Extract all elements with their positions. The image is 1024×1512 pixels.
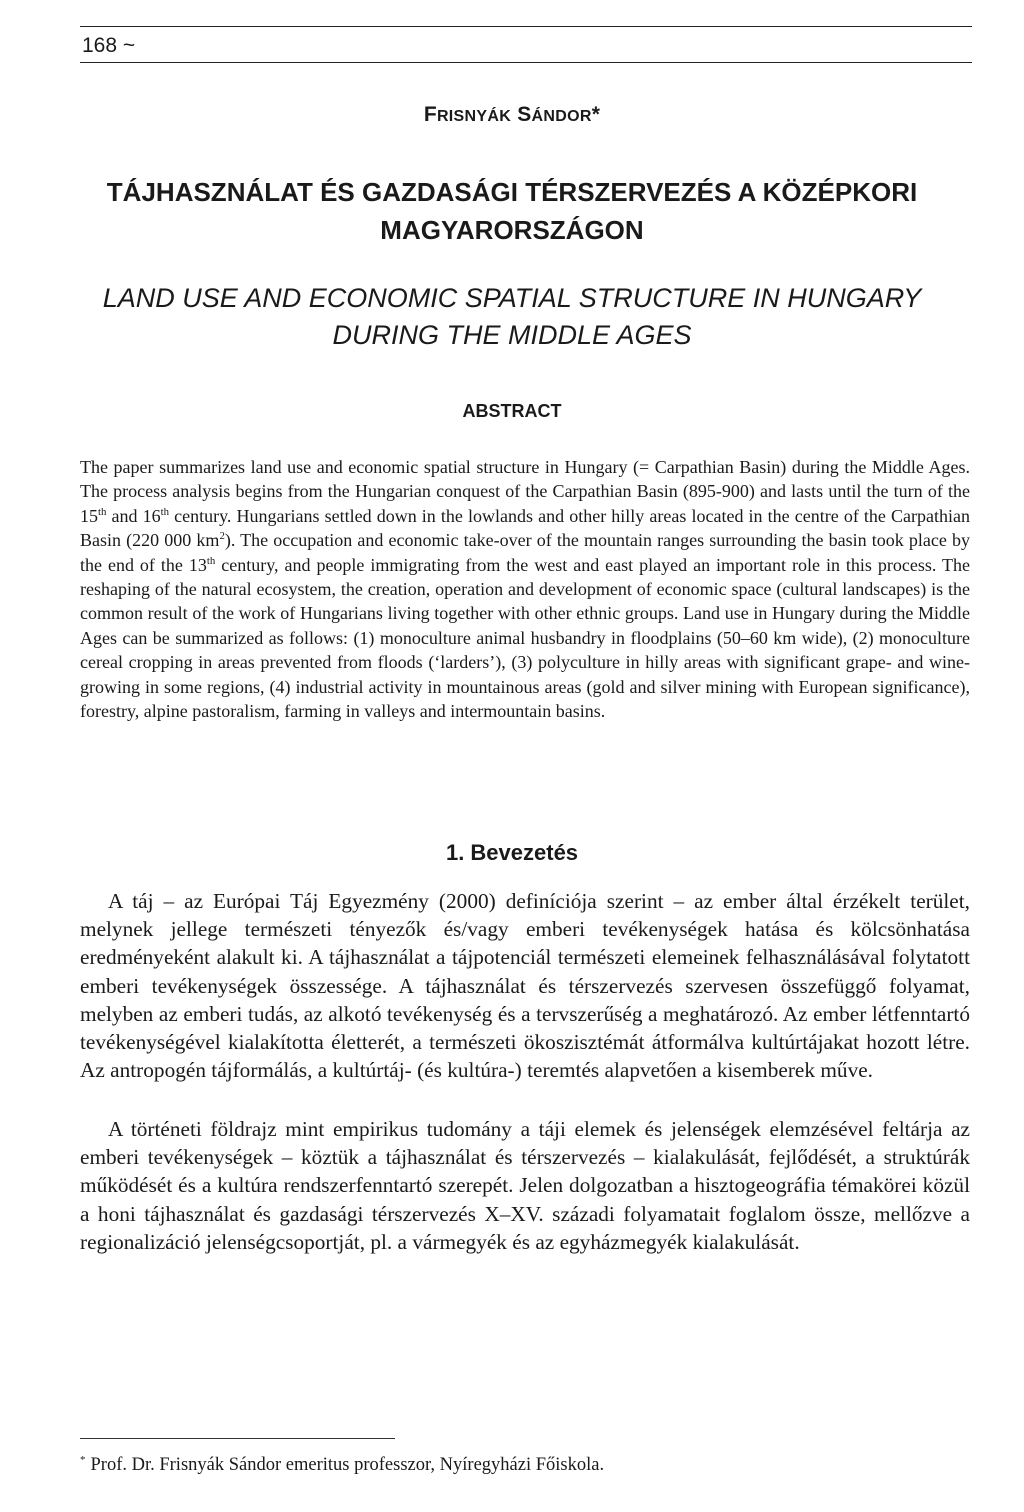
footnote: [80, 1455, 970, 1476]
author-surname-rest: RISNYÁK: [436, 108, 512, 125]
author-initial-1: F: [423, 103, 437, 126]
abstract-text-2: and 16: [106, 505, 161, 526]
footnote-text: Prof. Dr. Frisnyák Sándor emeritus professzor, Nyíregyházi Főiskola.: [90, 1455, 605, 1475]
header-rule-top: [80, 26, 972, 27]
section-heading: 1. Bevezetés: [445, 840, 579, 865]
author-initial-2: S: [517, 103, 532, 126]
author-name: [0, 103, 1024, 127]
body-paragraph-1: A táj – az Európai Táj Egyezmény (2000) definíciója szerint – az ember által érzékelt terület, melynek jellege természeti tényezők és/vagy emberi tevékenységek hatása és kölcsönhatása eredményeként alakult ki. A tájhasználat a tájpotenciál természeti elemeinek felhasználásával folytatott emberi tevékenységek összessége. A tájhasználat és térszervezés szervesen összefüggő folyamat, melyben az emberi tudás, az alkotó tevékenység és a tervszerűség a meghatározó. Az ember létfenntartó tevékenységével kialakította életterét, a természeti ökoszisztémát átformálva kultúrtájakat hozott létre. Az antropogén tájformálás, a kultúrtáj- (és kultúra-) teremtés alapvetően a kisemberek műve.: [80, 889, 970, 1083]
author-footnote-mark: *: [591, 103, 601, 126]
body-paragraph-2: A történeti földrajz mint empirikus tudomány a táji elemek és jelenségek elemzésével feltárja az emberi tevékenységek – köztük a tájhasználat és térszervezés – kialakulását, fejlődését, a struktúrák működését és a kultúra rendszerfenntartó szerepét. Jelen dolgozatban a hisztogeográfia témakörei közül a honi tájhasználat és gazdasági térszervezés X–XV. századi folyamatait foglalom össze, mellőzve a regionalizáció jelenségcsoportját, pl. a vármegyék és az egyházmegyék kialakulását.: [80, 1117, 970, 1254]
title-hungarian: TÁJHASZNÁLAT ÉS GAZDASÁGI TÉRSZERVEZÉS A KÖZÉPKORI MAGYARORSZÁGON: [106, 177, 918, 245]
footnote-rule: [80, 1438, 395, 1439]
abstract-sup-3: 2: [219, 530, 225, 543]
abstract-sup-2: th: [160, 505, 170, 518]
abstract-body: [80, 455, 970, 723]
author-given-rest: ÁNDOR: [531, 108, 592, 125]
header-rule-bottom: [80, 62, 972, 63]
abstract-text-4: ). The occupation and economic take-over of the mountain ranges surrounding the basin took place by the end of the 13: [80, 530, 970, 575]
footnote-mark: *: [80, 1453, 86, 1466]
abstract-sup-1: th: [98, 505, 107, 518]
abstract-text-5: century, and people immigrating from the west and east played an important role in this process. The reshaping of the natural ecosystem, the creation, operation and development of economic space (cultural landscapes) is the common result of the work of Hungarians living together with other ethnic groups. Land use in Hungary during the Middle Ages can be summarized as follows: (1) monoculture animal husbandry in floodplains (50–60 km wide), (2) monoculture cereal cropping in areas prevented from floods (‘larders’), (3) polyculture in hilly areas with significant grape- and wine-growing in some regions, (4) industrial activity in mountainous areas (gold and silver mining with European significance), forestry, alpine pastoralism, farming in valleys and intermountain basins.: [80, 554, 970, 722]
abstract-text-1: The paper summarizes land use and economic spatial structure in Hungary (= Carpathian Basin) during the Middle Ages. The process analysis begins from the Hungarian conquest of the Carpathian Basin (895-900) and lasts until the turn of the 15: [80, 457, 970, 526]
title-english: LAND USE AND ECONOMIC SPATIAL STRUCTURE IN HUNGARY DURING THE MIDDLE AGES: [102, 283, 922, 350]
abstract-heading: ABSTRACT: [462, 401, 562, 421]
abstract-sup-4: th: [206, 554, 216, 567]
abstract-text-3: century. Hungarians settled down in the lowlands and other hilly areas located in the centre of the Carpathian Basin (220 000 km: [80, 505, 970, 551]
page-number: 168 ~: [82, 34, 136, 57]
